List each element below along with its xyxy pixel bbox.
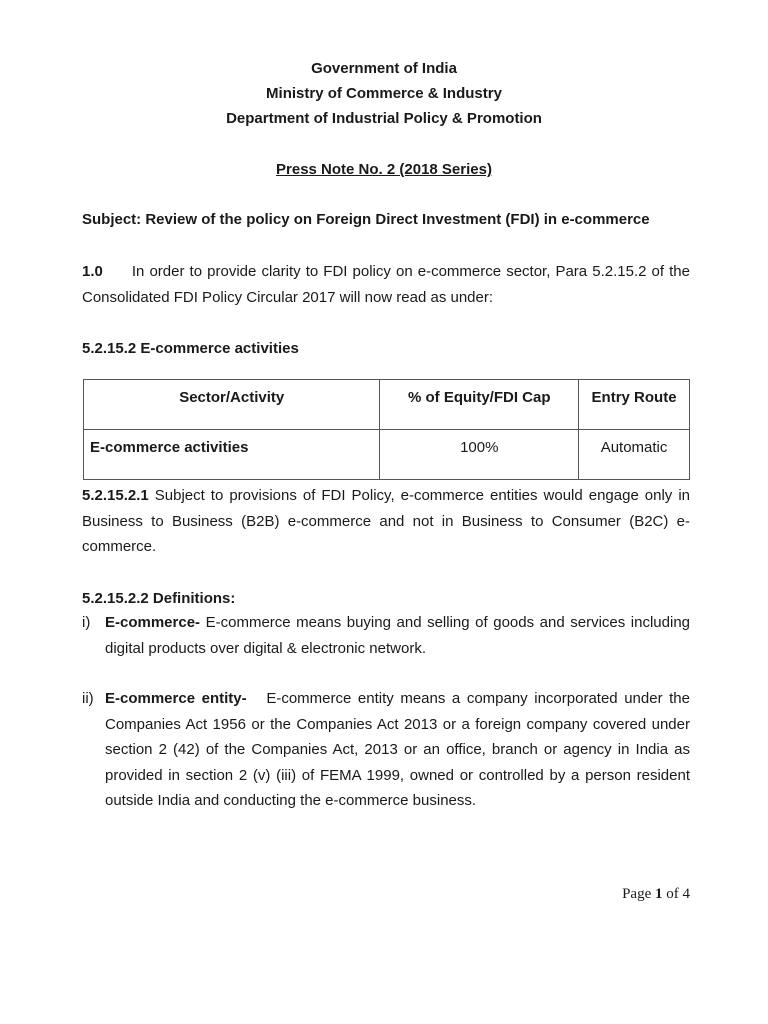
- of-label: of: [666, 886, 679, 902]
- definition-item: [82, 686, 690, 814]
- header-government: Government of India: [311, 60, 457, 77]
- definition-number: i): [82, 614, 91, 631]
- definition-item: [82, 610, 690, 661]
- paragraph-number: 1.0: [82, 263, 103, 280]
- total-pages: 4: [682, 886, 690, 902]
- press-note-text: Press Note No. 2 (2018 Series): [276, 161, 492, 178]
- definition-term: E-commerce-: [105, 614, 201, 631]
- paragraph-5-2-15-2-1: [82, 483, 690, 560]
- definition-text: E-commerce entity means a company incorporated under the Companies Act 1956 or the Companies Act 2013 or a foreign company covered under section 2 (42) of the Companies Act, 2013 or an office, branch or agency in India as provided in section 2 (v) (iii) of FEMA 1999, owned or controlled by a person resident outside India and conducting the e-commerce business.: [105, 690, 690, 809]
- paragraph-1-0: [82, 259, 690, 310]
- definition-body: [105, 610, 690, 661]
- header-ministry: Ministry of Commerce & Industry: [266, 85, 502, 102]
- press-note-title: [0, 161, 768, 178]
- subject-line: Subject: Review of the policy on Foreign Direct Investment (FDI) in e-commerce: [82, 211, 650, 228]
- paragraph-number: 5.2.15.2.1: [82, 487, 149, 504]
- header-department: Department of Industrial Policy & Promotion: [226, 110, 542, 127]
- page-number: 1: [655, 886, 663, 902]
- definitions-heading: 5.2.15.2.2 Definitions:: [82, 590, 236, 607]
- definition-text: E-commerce means buying and selling of goods and services including digital products over digital & electronic network.: [105, 614, 691, 657]
- table-row: [84, 430, 690, 480]
- page-footer: [622, 886, 690, 903]
- definition-term: E-commerce entity-: [105, 690, 247, 707]
- table-cell-cap: 100%: [380, 430, 579, 480]
- table-header-cell: Entry Route: [579, 380, 690, 430]
- table-header-row: [84, 380, 690, 430]
- paragraph-text: Subject to provisions of FDI Policy, e-commerce entities would engage only in Business to Business (B2B) e-commerce and not in Business to Consumer (B2C) e-commerce.: [82, 487, 690, 555]
- paragraph-text: In order to provide clarity to FDI policy on e-commerce sector, Para 5.2.15.2 of the Consolidated FDI Policy Circular 2017 will now read as under:: [82, 263, 690, 306]
- definition-body: [105, 686, 690, 814]
- definition-number: ii): [82, 690, 94, 707]
- section-heading: 5.2.15.2 E-commerce activities: [82, 340, 299, 357]
- page-label: Page: [622, 886, 652, 902]
- table-cell-route: Automatic: [579, 430, 690, 480]
- table-header-cell: Sector/Activity: [84, 380, 380, 430]
- table-header-cell: % of Equity/FDI Cap: [380, 380, 579, 430]
- fdi-table: [83, 379, 690, 480]
- table-cell-sector: E-commerce activities: [84, 430, 380, 480]
